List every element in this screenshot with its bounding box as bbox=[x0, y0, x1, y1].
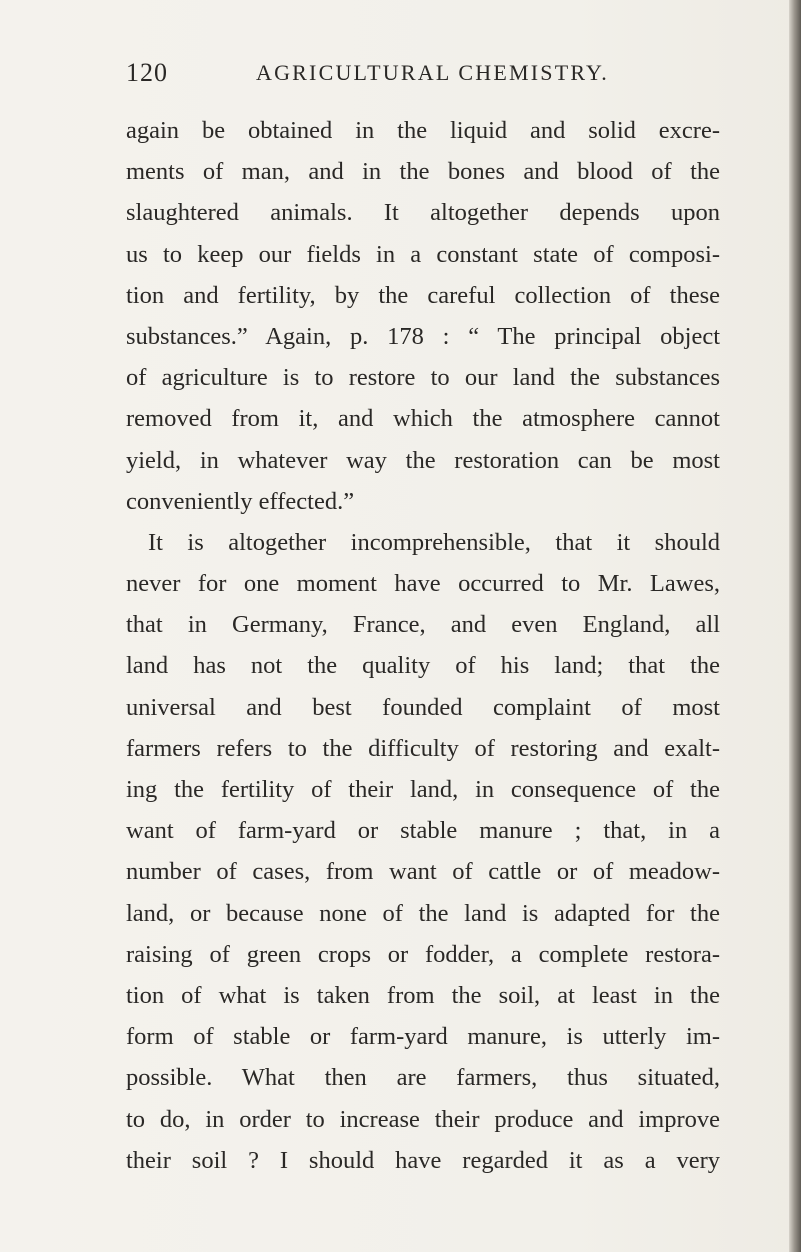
text-line: raising of green crops or fodder, a complete restora- bbox=[126, 940, 720, 968]
body-text bbox=[126, 110, 720, 1181]
text-line: substances.” Again, p. 178 : “ The principal object bbox=[126, 322, 720, 350]
text-line: farmers refers to the difficulty of restoring and exalt- bbox=[126, 734, 720, 762]
text-line: yield, in whatever way the restoration can be most bbox=[126, 446, 720, 474]
text-line: land has not the quality of his land; that the bbox=[126, 652, 720, 680]
text-line: tion and fertility, by the careful collection of these bbox=[126, 281, 720, 309]
text-line: removed from it, and which the atmosphere cannot bbox=[126, 405, 720, 433]
text-line: want of farm-yard or stable manure ; that, in a bbox=[126, 817, 720, 845]
page-edge-shadow bbox=[789, 0, 801, 1252]
text-line: us to keep our fields in a constant state of composi- bbox=[126, 240, 720, 268]
text-line: form of stable or farm-yard manure, is utterly im- bbox=[126, 1023, 720, 1051]
text-line: to do, in order to increase their produce and improve bbox=[126, 1105, 720, 1133]
text-line: land, or because none of the land is adapted for the bbox=[126, 899, 720, 927]
text-line: that in Germany, France, and even England, all bbox=[126, 611, 720, 639]
text-line: slaughtered animals. It altogether depends upon bbox=[126, 199, 720, 227]
text-line: again be obtained in the liquid and solid excre- bbox=[126, 117, 720, 144]
text-line: It is altogether incomprehensible, that it should bbox=[148, 528, 720, 556]
running-head bbox=[126, 58, 718, 92]
text-line: number of cases, from want of cattle or of meadow- bbox=[126, 858, 720, 886]
page-number: 120 bbox=[126, 58, 168, 87]
text-line: universal and best founded complaint of most bbox=[126, 693, 720, 721]
text-line: tion of what is taken from the soil, at least in the bbox=[126, 981, 720, 1009]
text-line: their soil ? I should have regarded it as a very bbox=[126, 1146, 720, 1174]
running-title: AGRICULTURAL CHEMISTRY. bbox=[256, 60, 609, 85]
text-line: ing the fertility of their land, in consequence of the bbox=[126, 776, 720, 803]
text-line: never for one moment have occurred to Mr. Lawes, bbox=[126, 570, 720, 598]
text-line: conveniently effected.” bbox=[126, 487, 355, 515]
text-line: ments of man, and in the bones and blood of the bbox=[126, 158, 720, 186]
text-line: possible. What then are farmers, thus situated, bbox=[126, 1064, 720, 1092]
text-line: of agriculture is to restore to our land the substances bbox=[126, 364, 720, 392]
